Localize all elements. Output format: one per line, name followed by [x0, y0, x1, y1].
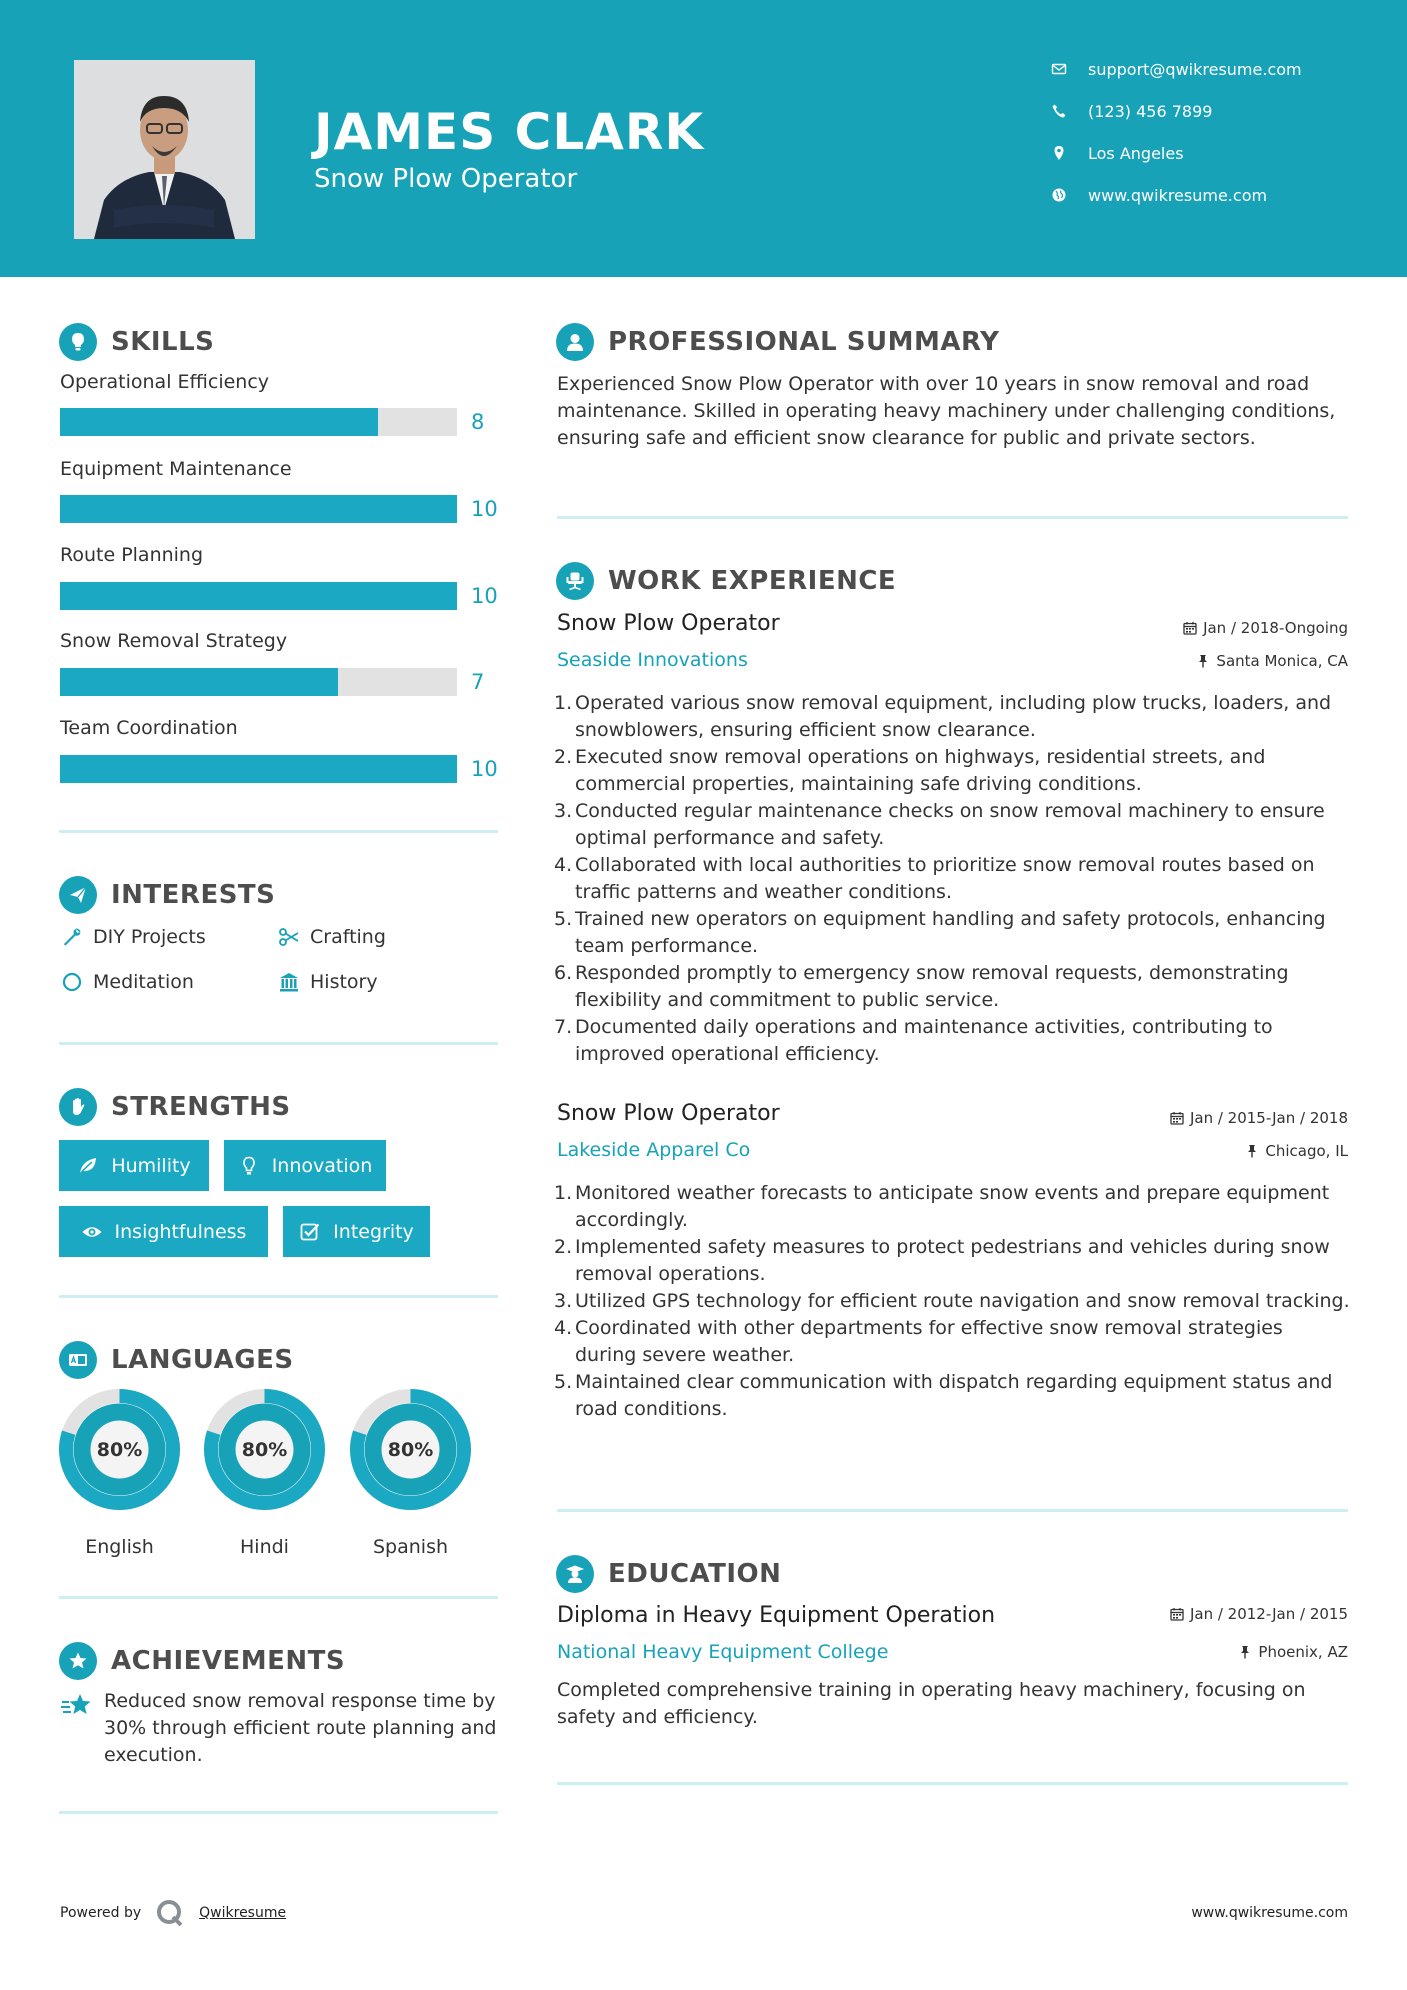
skill-bar	[60, 755, 457, 783]
skill-name: Team Coordination	[60, 717, 238, 739]
languages-section-header	[59, 1341, 294, 1379]
skill-bar-fill	[60, 668, 338, 696]
bullet-text: Utilized GPS technology for efficient route navigation and snow removal tracking.	[575, 1290, 1350, 1312]
experience-heading: WORK EXPERIENCE	[608, 566, 897, 596]
summary-heading: PROFESSIONAL SUMMARY	[608, 327, 1000, 357]
bullet-text: Maintained clear communication with dispatch regarding equipment status and road conditions.	[575, 1371, 1333, 1420]
skill-value: 7	[471, 670, 485, 694]
interests-heading: INTERESTS	[111, 880, 276, 910]
skill-bar-fill	[60, 495, 457, 523]
skill-name: Operational Efficiency	[60, 371, 270, 393]
skill-bar-fill	[60, 755, 457, 783]
office-chair-icon	[556, 562, 594, 600]
leaf-icon	[77, 1155, 99, 1177]
candidate-title: Snow Plow Operator	[314, 164, 578, 194]
list-item: 3. Utilized GPS technology for efficient route navigation and snow removal tracking.	[554, 1290, 1350, 1312]
section-divider	[59, 1042, 498, 1045]
education-dates	[1170, 1605, 1348, 1623]
interest-item	[276, 969, 378, 995]
shooting-star-icon	[60, 1690, 92, 1722]
strength-label: Insightfulness	[114, 1220, 247, 1243]
bullet-text: Executed snow removal operations on highways, residential streets, and commercial properties, maintaining safe driving conditions.	[575, 746, 1266, 795]
job-location-text: Santa Monica, CA	[1216, 652, 1348, 670]
strength-label: Humility	[111, 1154, 191, 1177]
strength-label: Integrity	[333, 1220, 414, 1243]
section-divider	[59, 1596, 498, 1599]
education-description: Completed comprehensive training in operating heavy machinery, focusing on safety and efficiency.	[557, 1679, 1306, 1728]
phone-icon	[1050, 102, 1068, 120]
skill-value: 8	[471, 410, 485, 434]
interest-item	[59, 924, 206, 950]
job-responsibilities	[554, 1180, 1350, 1423]
skill-bar	[60, 495, 457, 523]
job-dates	[1170, 1109, 1348, 1127]
job-company: Lakeside Apparel Co	[557, 1139, 751, 1161]
interest-label: DIY Projects	[93, 926, 206, 948]
skills-section-header	[59, 323, 214, 361]
contact-email-text: support@qwikresume.com	[1088, 59, 1302, 79]
language-item	[350, 1389, 471, 1558]
job-dates-text: Jan / 2018-Ongoing	[1203, 619, 1348, 637]
eye-icon	[81, 1221, 103, 1243]
lightbulb-icon	[238, 1155, 260, 1177]
bullet-text: Monitored weather forecasts to anticipate snow events and prepare equipment accordingly.	[575, 1182, 1330, 1231]
language-name: English	[85, 1536, 154, 1558]
bullet-text: Collaborated with local authorities to prioritize snow removal routes based on traffic patterns and weather conditions.	[575, 854, 1315, 903]
interest-label: History	[310, 971, 378, 993]
user-icon	[556, 323, 594, 361]
strength-badge	[59, 1140, 209, 1191]
interests-section-header	[59, 876, 275, 914]
summary-text: Experienced Snow Plow Operator with over 10 years in snow removal and road maintenance. Skilled in operating heavy machinery under challenging conditions, ensuring safe and efficient snow clearance for public and private sectors.	[557, 373, 1336, 449]
languages-heading: LANGUAGES	[111, 1345, 294, 1375]
globe-icon	[1050, 186, 1068, 204]
list-item: 6. Responded promptly to emergency snow removal requests, demonstrating flexibility and commitment to public service.	[554, 962, 1289, 1011]
museum-icon	[276, 969, 302, 995]
list-item: 2. Executed snow removal operations on highways, residential streets, and commercial properties, maintaining safe driving conditions.	[554, 746, 1266, 795]
list-item: 4. Coordinated with other departments for effective snow removal strategies during severe weather.	[554, 1317, 1283, 1366]
scissors-icon	[276, 924, 302, 950]
skill-value: 10	[471, 584, 498, 608]
skill-name: Route Planning	[60, 544, 204, 566]
calendar-icon	[1170, 1607, 1184, 1621]
language-name: Hindi	[240, 1536, 289, 1558]
translate-icon	[59, 1341, 97, 1379]
education-heading: EDUCATION	[608, 1559, 782, 1589]
skill-bar	[60, 408, 457, 436]
pushpin-icon	[1245, 1144, 1259, 1158]
hand-icon	[59, 1088, 97, 1126]
contact-location-text: Los Angeles	[1088, 143, 1184, 163]
job-dates-text: Jan / 2015-Jan / 2018	[1189, 1109, 1348, 1127]
education-school: National Heavy Equipment College	[557, 1641, 889, 1663]
list-item: 1. Monitored weather forecasts to anticipate snow events and prepare equipment accordingly.	[554, 1182, 1330, 1231]
achievement-text: Reduced snow removal response time by 30% through efficient route planning and execution.	[104, 1690, 497, 1766]
language-ring	[59, 1389, 180, 1510]
check-square-icon	[299, 1221, 321, 1243]
pushpin-icon	[1238, 1645, 1252, 1659]
skill-bar	[60, 668, 457, 696]
list-item: 5. Maintained clear communication with dispatch regarding equipment status and road conditions.	[554, 1371, 1333, 1420]
list-item: 2. Implemented safety measures to protect pedestrians and vehicles during snow removal operations.	[554, 1236, 1330, 1285]
calendar-icon	[1183, 621, 1197, 635]
resume-header	[0, 0, 1407, 277]
language-ring	[204, 1389, 325, 1510]
job-location-text: Chicago, IL	[1265, 1142, 1348, 1160]
achievements-section-header	[59, 1642, 345, 1680]
strength-badge	[224, 1140, 386, 1191]
pushpin-icon	[1196, 654, 1210, 668]
bullet-text: Trained new operators on equipment handling and safety protocols, enhancing team performance.	[575, 908, 1326, 957]
strength-badge	[59, 1206, 268, 1257]
education-dates-text: Jan / 2012-Jan / 2015	[1189, 1605, 1348, 1623]
education-section-header	[556, 1555, 781, 1593]
powered-by-label: Powered by	[60, 1905, 142, 1921]
language-name: Spanish	[372, 1536, 449, 1558]
job-location	[1245, 1142, 1348, 1160]
skill-name: Snow Removal Strategy	[60, 630, 288, 652]
brand-link[interactable]: Qwikresume	[199, 1905, 287, 1921]
strengths-section-header	[59, 1088, 291, 1126]
contact-phone[interactable]	[1050, 96, 1390, 126]
section-divider	[59, 1295, 498, 1298]
bullet-text: Conducted regular maintenance checks on snow removal machinery to ensure optimal performance and safety.	[575, 800, 1325, 849]
bullet-text: Responded promptly to emergency snow removal requests, demonstrating flexibility and commitment to public service.	[575, 962, 1289, 1011]
bullet-text: Operated various snow removal equipment, including plow trucks, loaders, and snowblowers, ensuring efficient snow clearance.	[575, 692, 1332, 741]
contact-phone-text: (123) 456 7899	[1088, 101, 1213, 121]
language-percent: 80%	[387, 1439, 434, 1461]
achievements-heading: ACHIEVEMENTS	[111, 1646, 346, 1676]
language-ring	[350, 1389, 471, 1510]
bullet-text: Implemented safety measures to protect pedestrians and vehicles during snow removal operations.	[575, 1236, 1330, 1285]
wrench-icon	[59, 924, 85, 950]
list-item: 3. Conducted regular maintenance checks on snow removal machinery to ensure optimal performance and safety.	[554, 800, 1325, 849]
experience-section-header	[556, 562, 896, 600]
list-item: 1. Operated various snow removal equipment, including plow trucks, loaders, and snowblowers, ensuring efficient snow clearance.	[554, 692, 1332, 741]
job-responsibilities	[554, 690, 1350, 1068]
candidate-name: JAMES CLARK	[314, 103, 705, 161]
job-location	[1196, 652, 1348, 670]
section-divider	[59, 830, 498, 833]
lightbulb-icon	[59, 323, 97, 361]
qwikresume-logo-icon	[155, 1898, 185, 1928]
contact-website-text: www.qwikresume.com	[1088, 185, 1268, 205]
strength-badge	[283, 1206, 430, 1257]
interest-item	[59, 969, 194, 995]
interest-item	[276, 924, 386, 950]
education-location-text: Phoenix, AZ	[1258, 1643, 1348, 1661]
list-item: 5. Trained new operators on equipment handling and safety protocols, enhancing team performance.	[554, 908, 1326, 957]
education-degree: Diploma in Heavy Equipment Operation	[557, 1603, 996, 1628]
skill-bar-fill	[60, 408, 378, 436]
skills-heading: SKILLS	[111, 327, 215, 357]
language-percent: 80%	[96, 1439, 143, 1461]
language-item	[204, 1389, 325, 1558]
profile-photo-image	[74, 60, 255, 239]
contact-website[interactable]	[1050, 180, 1390, 210]
skill-value: 10	[471, 757, 498, 781]
paper-plane-icon	[59, 876, 97, 914]
summary-section-header	[556, 323, 999, 361]
calendar-icon	[1170, 1111, 1184, 1125]
map-marker-icon	[1050, 144, 1068, 162]
section-divider	[557, 1509, 1348, 1512]
bullet-text: Coordinated with other departments for effective snow removal strategies during severe weather.	[575, 1317, 1283, 1366]
graduate-icon	[556, 1555, 594, 1593]
circle-icon	[59, 969, 85, 995]
job-company: Seaside Innovations	[557, 649, 748, 671]
star-badge-icon	[59, 1642, 97, 1680]
job-dates	[1183, 619, 1348, 637]
language-item	[59, 1389, 180, 1558]
contact-location	[1050, 138, 1390, 168]
section-divider	[557, 516, 1348, 519]
education-location	[1238, 1643, 1348, 1661]
job-title: Snow Plow Operator	[557, 611, 780, 636]
interest-label: Meditation	[93, 971, 194, 993]
envelope-icon	[1050, 60, 1068, 78]
strength-label: Innovation	[271, 1154, 373, 1177]
profile-photo	[74, 60, 255, 239]
section-divider	[59, 1811, 498, 1814]
section-divider	[557, 1782, 1348, 1785]
contact-email[interactable]	[1050, 54, 1390, 84]
interest-label: Crafting	[310, 926, 386, 948]
achievement-item	[60, 1688, 500, 1769]
skill-name: Equipment Maintenance	[60, 458, 292, 480]
list-item: 4. Collaborated with local authorities to prioritize snow removal routes based on traffic patterns and weather conditions.	[554, 854, 1315, 903]
skill-value: 10	[471, 497, 498, 521]
language-percent: 80%	[241, 1439, 288, 1461]
strengths-heading: STRENGTHS	[111, 1092, 291, 1122]
list-item: 7. Documented daily operations and maintenance activities, contributing to improved operational efficiency.	[554, 1016, 1273, 1065]
footer-url[interactable]: www.qwikresume.com	[1191, 1905, 1348, 1921]
skill-bar-fill	[60, 582, 457, 610]
job-title: Snow Plow Operator	[557, 1101, 780, 1126]
bullet-text: Documented daily operations and maintenance activities, contributing to improved operational efficiency.	[575, 1016, 1273, 1065]
footer-powered-by	[60, 1898, 286, 1928]
skill-bar	[60, 582, 457, 610]
